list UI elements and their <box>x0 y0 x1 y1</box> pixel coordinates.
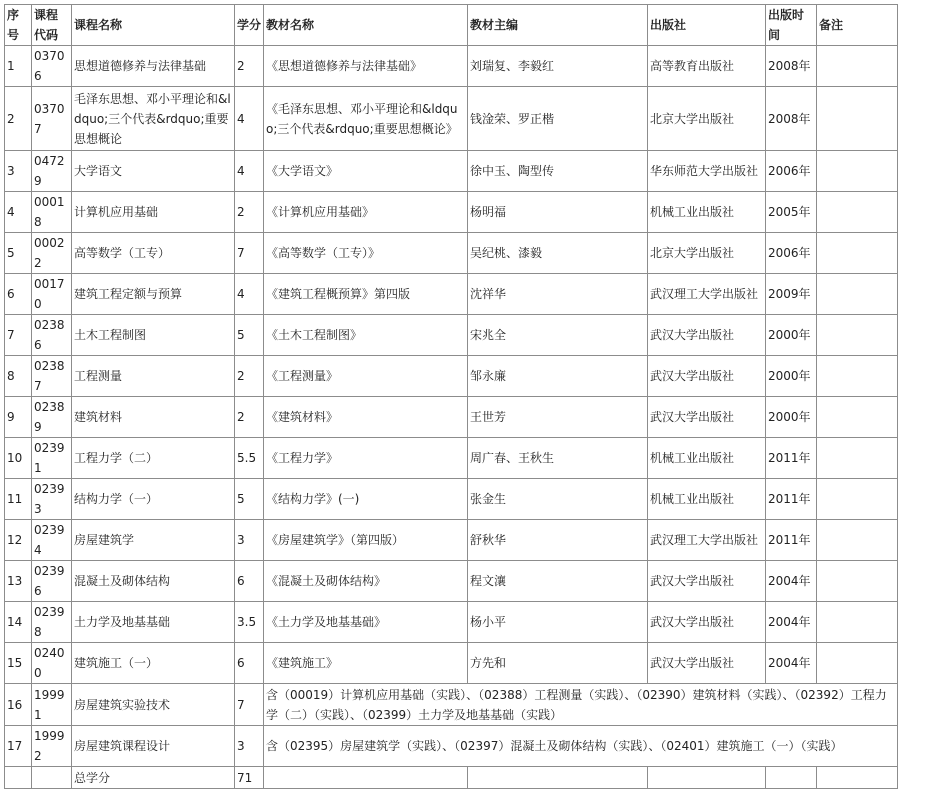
cell-name: 工程力学（二） <box>72 438 235 479</box>
cell-publisher: 武汉大学出版社 <box>648 397 766 438</box>
cell-practice-content: 含（02395）房屋建筑学（实践）、（02397）混凝土及砌体结构（实践）、（02401）建筑施工（一）（实践） <box>264 726 898 767</box>
cell-date: 2004年 <box>766 643 817 684</box>
cell-editor: 张金生 <box>468 479 648 520</box>
cell-empty <box>468 767 648 789</box>
cell-date: 2004年 <box>766 602 817 643</box>
cell-empty <box>766 767 817 789</box>
cell-publisher: 武汉理工大学出版社 <box>648 520 766 561</box>
cell-credit: 2 <box>235 46 264 87</box>
cell-date: 2006年 <box>766 233 817 274</box>
cell-editor: 程文瀼 <box>468 561 648 602</box>
cell-no: 7 <box>5 315 32 356</box>
cell-code: 02391 <box>32 438 72 479</box>
cell-note <box>817 46 898 87</box>
cell-code: 02386 <box>32 315 72 356</box>
cell-no: 9 <box>5 397 32 438</box>
cell-editor: 邹永廉 <box>468 356 648 397</box>
cell-publisher: 武汉理工大学出版社 <box>648 274 766 315</box>
cell-no: 3 <box>5 151 32 192</box>
table-row <box>5 315 898 356</box>
cell-publisher: 机械工业出版社 <box>648 192 766 233</box>
table-row <box>5 438 898 479</box>
cell-book: 《毛泽东思想、邓小平理论和&ldquo;三个代表&rdquo;重要思想概论》 <box>264 87 468 151</box>
cell-publisher: 武汉大学出版社 <box>648 602 766 643</box>
cell-editor: 吴纪桃、漆毅 <box>468 233 648 274</box>
cell-note <box>817 233 898 274</box>
table-row <box>5 561 898 602</box>
total-label: 总学分 <box>72 767 235 789</box>
cell-editor: 徐中玉、陶型传 <box>468 151 648 192</box>
cell-note <box>817 315 898 356</box>
cell-date: 2004年 <box>766 561 817 602</box>
cell-name: 结构力学（一） <box>72 479 235 520</box>
cell-no: 11 <box>5 479 32 520</box>
header-editor: 教材主编 <box>468 5 648 46</box>
cell-editor: 周广春、王秋生 <box>468 438 648 479</box>
cell-code: 02394 <box>32 520 72 561</box>
cell-book: 《工程力学》 <box>264 438 468 479</box>
cell-publisher: 高等教育出版社 <box>648 46 766 87</box>
cell-date: 2008年 <box>766 46 817 87</box>
cell-code: 19992 <box>32 726 72 767</box>
cell-editor: 宋兆全 <box>468 315 648 356</box>
cell-code: 00170 <box>32 274 72 315</box>
cell-no: 8 <box>5 356 32 397</box>
cell-note <box>817 438 898 479</box>
cell-no: 17 <box>5 726 32 767</box>
cell-publisher: 武汉大学出版社 <box>648 356 766 397</box>
table-row <box>5 274 898 315</box>
cell-date: 2000年 <box>766 356 817 397</box>
total-row <box>5 767 898 789</box>
practice-row <box>5 726 898 767</box>
cell-code: 02398 <box>32 602 72 643</box>
cell-name: 建筑工程定额与预算 <box>72 274 235 315</box>
header-book: 教材名称 <box>264 5 468 46</box>
cell-name: 大学语文 <box>72 151 235 192</box>
table-row <box>5 87 898 151</box>
cell-publisher: 武汉大学出版社 <box>648 315 766 356</box>
cell-book: 《土木工程制图》 <box>264 315 468 356</box>
cell-publisher: 武汉大学出版社 <box>648 643 766 684</box>
cell-code: 00022 <box>32 233 72 274</box>
cell-no: 16 <box>5 684 32 726</box>
cell-editor: 杨明福 <box>468 192 648 233</box>
cell-credit: 2 <box>235 356 264 397</box>
cell-name: 计算机应用基础 <box>72 192 235 233</box>
cell-book: 《计算机应用基础》 <box>264 192 468 233</box>
cell-editor: 钱淦荣、罗正楷 <box>468 87 648 151</box>
table-row <box>5 602 898 643</box>
cell-credit: 7 <box>235 233 264 274</box>
cell-code: 03706 <box>32 46 72 87</box>
table-row <box>5 192 898 233</box>
cell-name: 思想道德修养与法律基础 <box>72 46 235 87</box>
cell-name: 土木工程制图 <box>72 315 235 356</box>
cell-note <box>817 643 898 684</box>
table-row <box>5 151 898 192</box>
cell-name: 房屋建筑实验技术 <box>72 684 235 726</box>
cell-publisher: 华东师范大学出版社 <box>648 151 766 192</box>
cell-date: 2006年 <box>766 151 817 192</box>
cell-credit: 6 <box>235 561 264 602</box>
cell-book: 《工程测量》 <box>264 356 468 397</box>
cell-credit: 7 <box>235 684 264 726</box>
cell-date: 2011年 <box>766 520 817 561</box>
cell-empty <box>648 767 766 789</box>
cell-publisher: 机械工业出版社 <box>648 438 766 479</box>
cell-date: 2011年 <box>766 438 817 479</box>
cell-no: 2 <box>5 87 32 151</box>
header-note: 备注 <box>817 5 898 46</box>
cell-note <box>817 479 898 520</box>
cell-no: 4 <box>5 192 32 233</box>
cell-name: 高等数学（工专） <box>72 233 235 274</box>
cell-no: 1 <box>5 46 32 87</box>
cell-book: 《高等数学（工专）》 <box>264 233 468 274</box>
cell-code: 03707 <box>32 87 72 151</box>
cell-code: 02396 <box>32 561 72 602</box>
header-credit: 学分 <box>235 5 264 46</box>
cell-credit: 6 <box>235 643 264 684</box>
cell-name: 建筑施工（一） <box>72 643 235 684</box>
cell-note <box>817 520 898 561</box>
cell-editor: 方先和 <box>468 643 648 684</box>
cell-date: 2008年 <box>766 87 817 151</box>
cell-note <box>817 397 898 438</box>
cell-date: 2005年 <box>766 192 817 233</box>
cell-credit: 5 <box>235 315 264 356</box>
header-code: 课程代码 <box>32 5 72 46</box>
cell-note <box>817 192 898 233</box>
cell-name: 土力学及地基基础 <box>72 602 235 643</box>
table-row <box>5 233 898 274</box>
cell-note <box>817 87 898 151</box>
cell-book: 《思想道德修养与法律基础》 <box>264 46 468 87</box>
total-value: 71 <box>235 767 264 789</box>
cell-name: 房屋建筑学 <box>72 520 235 561</box>
cell-note <box>817 274 898 315</box>
cell-editor: 沈祥华 <box>468 274 648 315</box>
cell-editor: 舒秋华 <box>468 520 648 561</box>
cell-book: 《土力学及地基基础》 <box>264 602 468 643</box>
cell-credit: 3 <box>235 726 264 767</box>
cell-book: 《建筑材料》 <box>264 397 468 438</box>
cell-note <box>817 356 898 397</box>
header-no: 序号 <box>5 5 32 46</box>
cell-code: 00018 <box>32 192 72 233</box>
cell-credit: 3.5 <box>235 602 264 643</box>
cell-practice-content: 含（00019）计算机应用基础（实践）、（02388）工程测量（实践）、（02390）建筑材料（实践）、（02392）工程力学（二）（实践）、（02399）土力学及地基基础（实践） <box>264 684 898 726</box>
cell-empty <box>264 767 468 789</box>
cell-no: 14 <box>5 602 32 643</box>
header-name: 课程名称 <box>72 5 235 46</box>
cell-name: 房屋建筑课程设计 <box>72 726 235 767</box>
cell-code: 02393 <box>32 479 72 520</box>
cell-date: 2011年 <box>766 479 817 520</box>
cell-code: 02387 <box>32 356 72 397</box>
cell-date: 2000年 <box>766 315 817 356</box>
cell-empty <box>5 767 32 789</box>
header-publisher: 出版社 <box>648 5 766 46</box>
cell-editor: 王世芳 <box>468 397 648 438</box>
table-row <box>5 479 898 520</box>
cell-no: 15 <box>5 643 32 684</box>
table-row <box>5 46 898 87</box>
course-textbook-table <box>4 4 898 789</box>
cell-book: 《混凝土及砌体结构》 <box>264 561 468 602</box>
cell-no: 12 <box>5 520 32 561</box>
cell-name: 毛泽东思想、邓小平理论和&ldquo;三个代表&rdquo;重要思想概论 <box>72 87 235 151</box>
cell-credit: 3 <box>235 520 264 561</box>
cell-no: 13 <box>5 561 32 602</box>
table-row <box>5 520 898 561</box>
table-row <box>5 397 898 438</box>
cell-note <box>817 561 898 602</box>
cell-credit: 2 <box>235 397 264 438</box>
cell-empty <box>32 767 72 789</box>
cell-code: 02400 <box>32 643 72 684</box>
header-row <box>5 5 898 46</box>
cell-credit: 2 <box>235 192 264 233</box>
cell-credit: 5 <box>235 479 264 520</box>
cell-publisher: 北京大学出版社 <box>648 233 766 274</box>
cell-book: 《房屋建筑学》（第四版） <box>264 520 468 561</box>
cell-no: 10 <box>5 438 32 479</box>
cell-book: 《大学语文》 <box>264 151 468 192</box>
table-row <box>5 643 898 684</box>
cell-credit: 4 <box>235 87 264 151</box>
cell-editor: 刘瑞复、李毅红 <box>468 46 648 87</box>
cell-no: 6 <box>5 274 32 315</box>
cell-empty <box>817 767 898 789</box>
cell-book: 《结构力学》(一) <box>264 479 468 520</box>
cell-note <box>817 151 898 192</box>
cell-credit: 4 <box>235 274 264 315</box>
cell-publisher: 北京大学出版社 <box>648 87 766 151</box>
cell-editor: 杨小平 <box>468 602 648 643</box>
table-row <box>5 356 898 397</box>
cell-date: 2000年 <box>766 397 817 438</box>
cell-date: 2009年 <box>766 274 817 315</box>
practice-row <box>5 684 898 726</box>
cell-name: 建筑材料 <box>72 397 235 438</box>
cell-name: 混凝土及砌体结构 <box>72 561 235 602</box>
cell-book: 《建筑施工》 <box>264 643 468 684</box>
cell-publisher: 武汉大学出版社 <box>648 561 766 602</box>
cell-credit: 5.5 <box>235 438 264 479</box>
cell-publisher: 机械工业出版社 <box>648 479 766 520</box>
cell-note <box>817 602 898 643</box>
cell-code: 04729 <box>32 151 72 192</box>
cell-no: 5 <box>5 233 32 274</box>
cell-code: 19991 <box>32 684 72 726</box>
cell-credit: 4 <box>235 151 264 192</box>
cell-name: 工程测量 <box>72 356 235 397</box>
cell-book: 《建筑工程概预算》第四版 <box>264 274 468 315</box>
cell-code: 02389 <box>32 397 72 438</box>
header-date: 出版时间 <box>766 5 817 46</box>
